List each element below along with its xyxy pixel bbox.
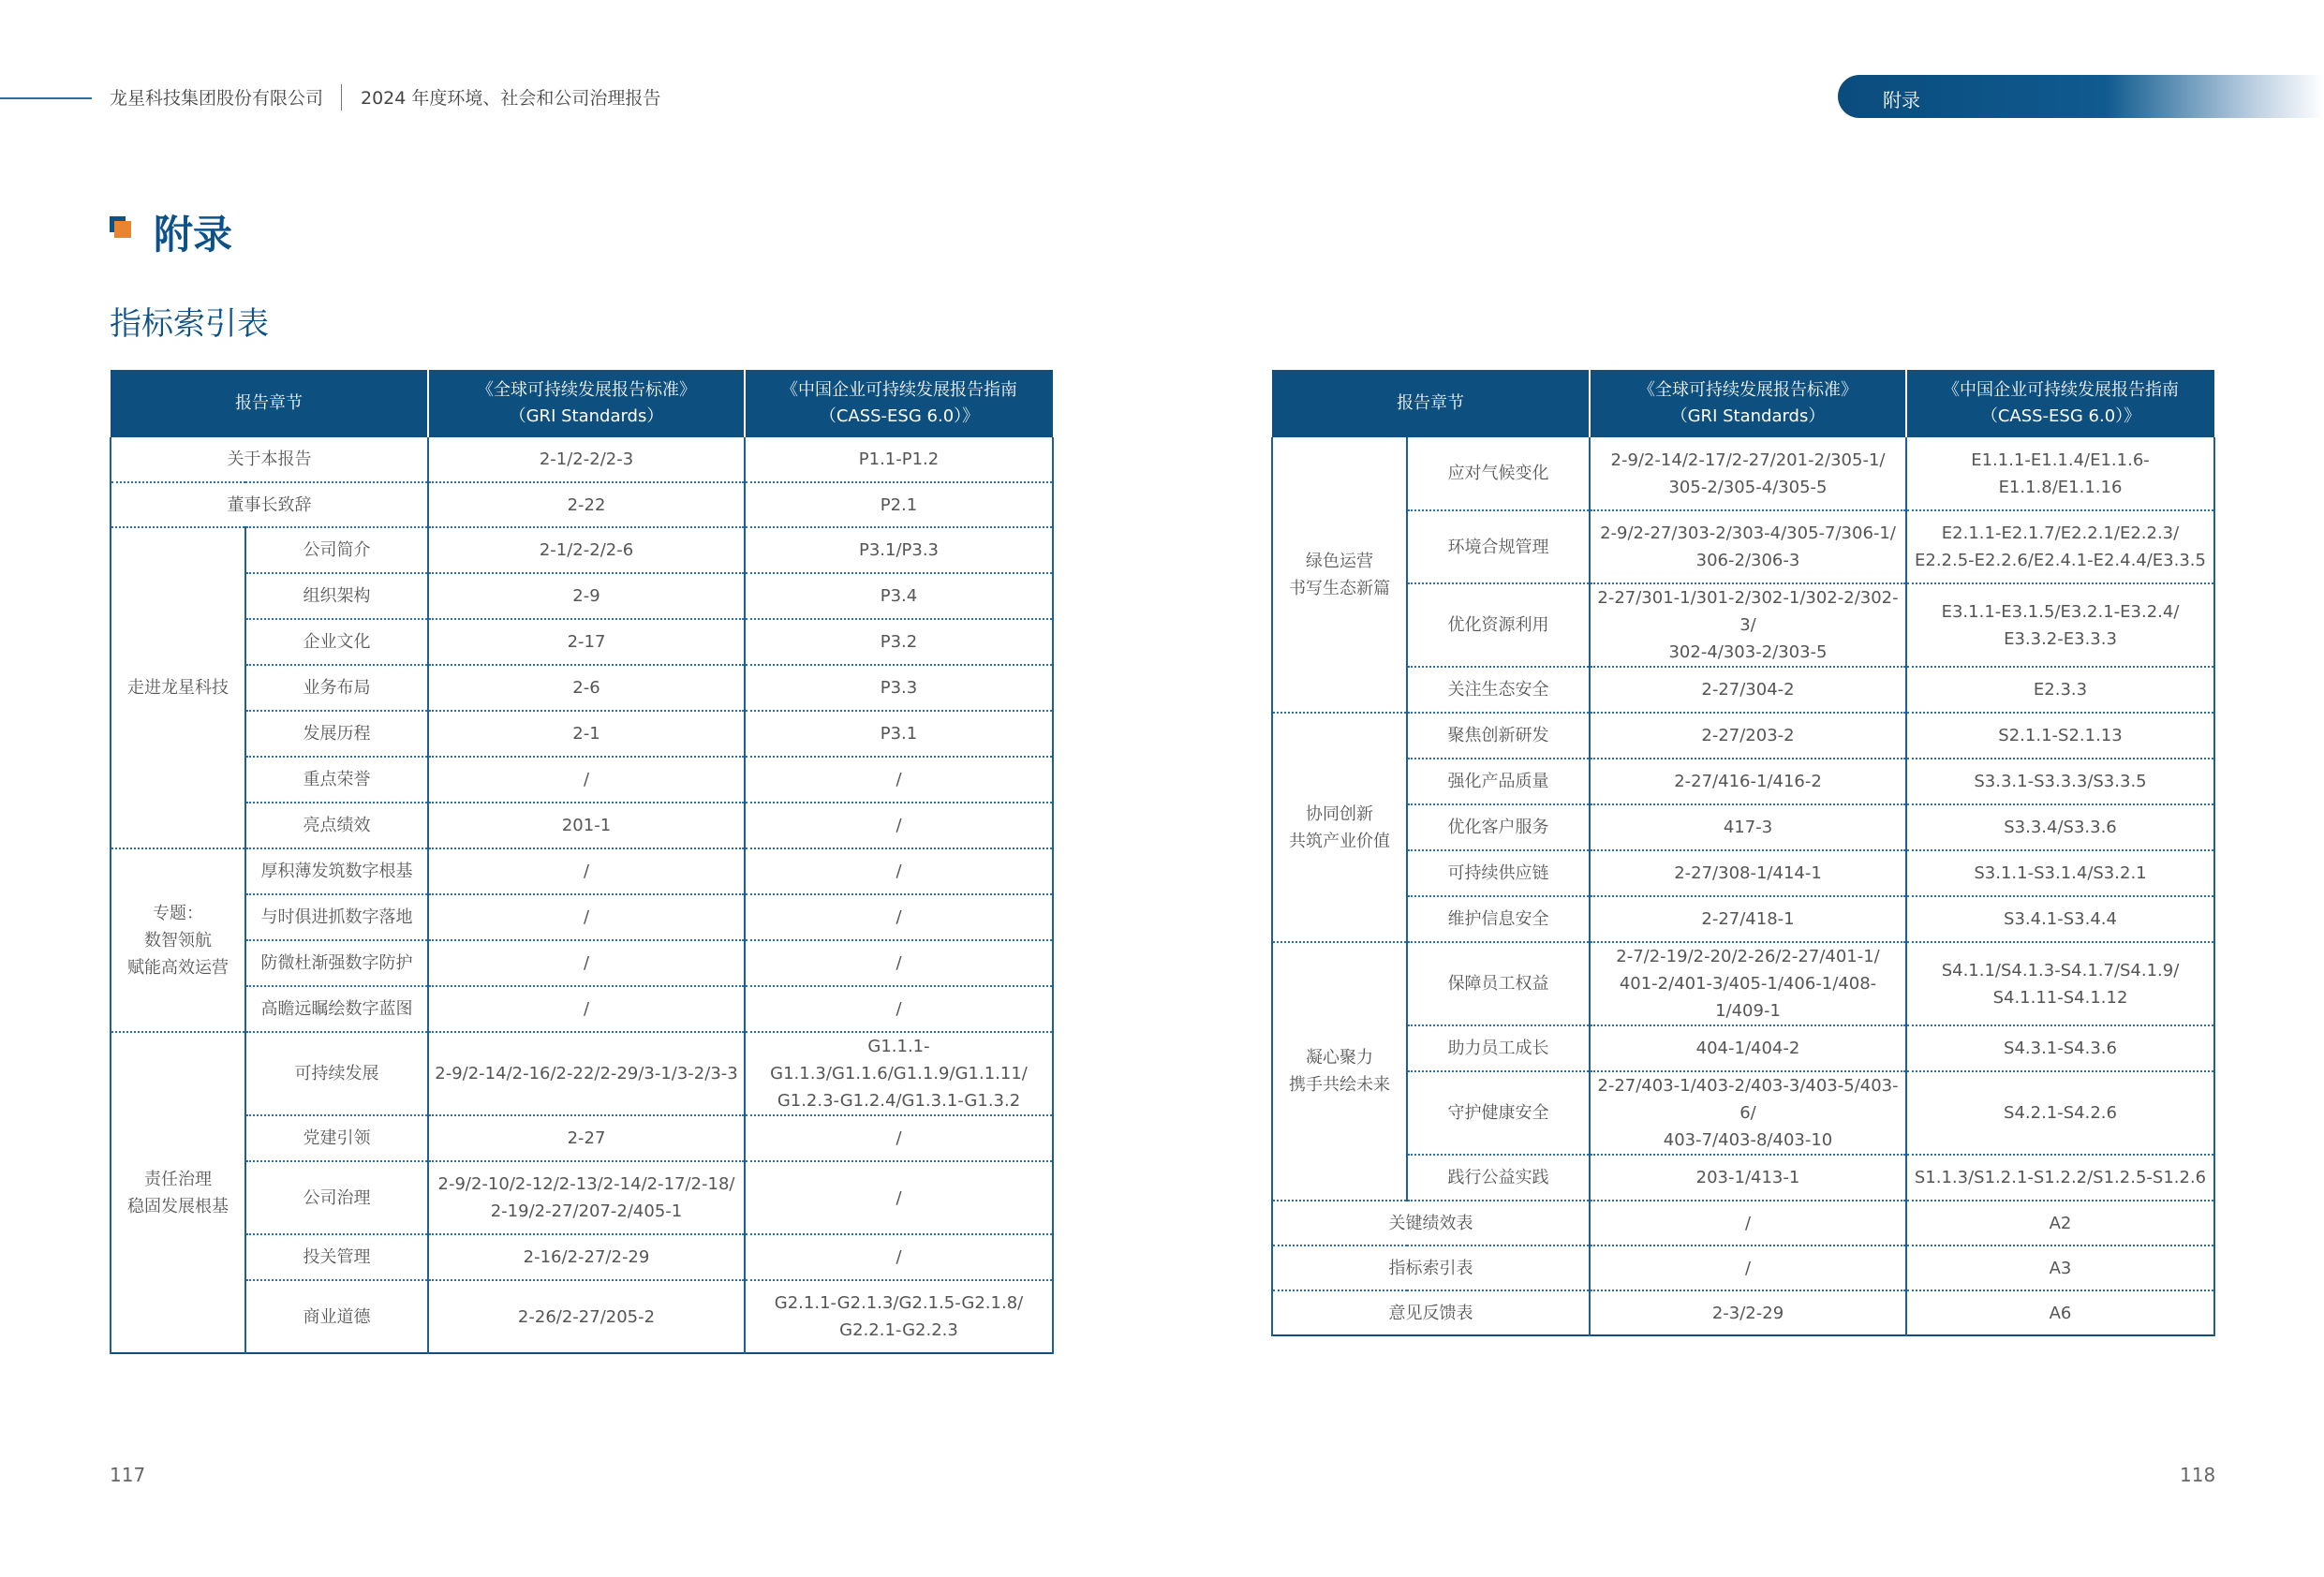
cass-cell: / [745, 803, 1053, 848]
table-row [1272, 1155, 2214, 1201]
cass-cell: / [745, 1161, 1053, 1234]
gri-cell: 2-27/418-1 [1590, 896, 1906, 942]
index-table-left [110, 370, 1054, 1354]
gri-cell: 2-27/301-1/301-2/302-1/302-2/302-3/ 302-4/303-2/303-5 [1590, 583, 1906, 667]
header-separator [341, 84, 342, 111]
cass-cell: S3.3.1-S3.3.3/S3.3.5 [1906, 759, 2214, 804]
table-row [111, 803, 1053, 848]
subsection-cell: 守护健康安全 [1407, 1071, 1590, 1155]
gri-cell: 2-27/403-1/403-2/403-3/403-5/403-6/ 403-7/403-8/403-10 [1590, 1071, 1906, 1155]
cass-cell: P3.1 [745, 711, 1053, 757]
subsection-cell: 强化产品质量 [1407, 759, 1590, 804]
gri-cell: 2-9 [428, 573, 745, 619]
gri-cell: 404-1/404-2 [1590, 1025, 1906, 1071]
subsection-cell: 与时俱进抓数字落地 [245, 894, 428, 940]
cass-cell: A2 [1906, 1201, 2214, 1245]
gri-cell: 2-1/2-2/2-3 [428, 437, 745, 482]
cass-cell: S4.3.1-S4.3.6 [1906, 1025, 2214, 1071]
section-cell: 责任治理 稳固发展根基 [111, 1032, 245, 1353]
cass-cell: S3.4.1-S3.4.4 [1906, 896, 2214, 942]
subsection-cell: 可持续供应链 [1407, 850, 1590, 896]
title-square-accent-icon [114, 221, 131, 238]
table-row [111, 619, 1053, 665]
cass-cell: S1.1.3/S1.2.1-S1.2.2/S1.2.5-S1.2.6 [1906, 1155, 2214, 1201]
gri-cell: 2-9/2-10/2-12/2-13/2-14/2-17/2-18/ 2-19/2-27/207-2/405-1 [428, 1161, 745, 1234]
table-row [1272, 896, 2214, 942]
gri-cell: 2-17 [428, 619, 745, 665]
section-subtitle: 指标索引表 [110, 305, 269, 343]
table-row [1272, 583, 2214, 667]
cass-cell: G1.1.1-G1.1.3/G1.1.6/G1.1.9/G1.1.11/ G1.2.3-G1.2.4/G1.3.1-G1.3.2 [745, 1032, 1053, 1115]
gri-cell: 2-9/2-14/2-17/2-27/201-2/305-1/ 305-2/305-4/305-5 [1590, 437, 1906, 510]
header-cass: 《中国企业可持续发展报告指南 （CASS-ESG 6.0）》 [1906, 370, 2214, 437]
gri-cell: 2-27 [428, 1115, 745, 1161]
table-header-row [1272, 370, 2214, 437]
chapter-cell: 关键绩效表 [1272, 1201, 1590, 1245]
cass-cell: P3.3 [745, 665, 1053, 711]
cass-cell: P1.1-P1.2 [745, 437, 1053, 482]
table-row [111, 894, 1053, 940]
page-title: 附录 [154, 212, 233, 258]
table-row [111, 573, 1053, 619]
gri-cell: 2-1 [428, 711, 745, 757]
gri-cell: 2-1/2-2/2-6 [428, 527, 745, 573]
subsection-cell: 亮点绩效 [245, 803, 428, 848]
cass-cell: S4.1.1/S4.1.3-S4.1.7/S4.1.9/ S4.1.11-S4.1.12 [1906, 942, 2214, 1025]
subsection-cell: 可持续发展 [245, 1032, 428, 1115]
cass-cell: / [745, 1234, 1053, 1280]
section-tab-label: 附录 [1883, 89, 1920, 111]
header-cass: 《中国企业可持续发展报告指南 （CASS-ESG 6.0）》 [745, 370, 1053, 437]
chapter-cell: 董事长致辞 [111, 482, 428, 527]
table-row [111, 986, 1053, 1032]
gri-cell: / [428, 894, 745, 940]
report-name: 2024 年度环境、社会和公司治理报告 [361, 88, 661, 109]
table-row [1272, 1201, 2214, 1245]
cass-cell: E3.1.1-E3.1.5/E3.2.1-E3.2.4/ E3.3.2-E3.3.3 [1906, 583, 2214, 667]
subsection-cell: 业务布局 [245, 665, 428, 711]
table-row [111, 1234, 1053, 1280]
table-row [1272, 1290, 2214, 1335]
table-row [111, 757, 1053, 803]
subsection-cell: 践行公益实践 [1407, 1155, 1590, 1201]
header-gri: 《全球可持续发展报告标准》 （GRI Standards） [428, 370, 745, 437]
cass-cell: E1.1.1-E1.1.4/E1.1.6-E1.1.8/E1.1.16 [1906, 437, 2214, 510]
subsection-cell: 保障员工权益 [1407, 942, 1590, 1025]
cass-cell: S3.3.4/S3.3.6 [1906, 804, 2214, 850]
gri-cell: 2-7/2-19/2-20/2-26/2-27/401-1/ 401-2/401-3/405-1/406-1/408-1/409-1 [1590, 942, 1906, 1025]
header-rule [0, 97, 92, 99]
company-name: 龙星科技集团股份有限公司 [110, 88, 324, 109]
cass-cell: P2.1 [745, 482, 1053, 527]
section-cell: 走进龙星科技 [111, 527, 245, 848]
subsection-cell: 公司治理 [245, 1161, 428, 1234]
table-row [1272, 510, 2214, 583]
page-number-right: 118 [2180, 1464, 2216, 1486]
cass-cell: / [745, 894, 1053, 940]
subsection-cell: 党建引领 [245, 1115, 428, 1161]
gri-cell: 417-3 [1590, 804, 1906, 850]
subsection-cell: 环境合规管理 [1407, 510, 1590, 583]
cass-cell: / [745, 848, 1053, 894]
gri-cell: 201-1 [428, 803, 745, 848]
section-tab[interactable] [1838, 75, 2324, 118]
gri-cell: 2-22 [428, 482, 745, 527]
table-row [111, 1280, 1053, 1353]
subsection-cell: 高瞻远瞩绘数字蓝图 [245, 986, 428, 1032]
cass-cell: / [745, 940, 1053, 986]
gri-cell: / [428, 940, 745, 986]
header-chapter: 报告章节 [111, 370, 428, 437]
table-row [111, 665, 1053, 711]
cass-cell: / [745, 1115, 1053, 1161]
cass-cell: S4.2.1-S4.2.6 [1906, 1071, 2214, 1155]
table-row [1272, 804, 2214, 850]
gri-cell: / [1590, 1201, 1906, 1245]
cass-cell: S3.1.1-S3.1.4/S3.2.1 [1906, 850, 2214, 896]
table-row [1272, 1025, 2214, 1071]
gri-cell: 2-27/308-1/414-1 [1590, 850, 1906, 896]
table-row [111, 527, 1053, 573]
cass-cell: / [745, 986, 1053, 1032]
subsection-cell: 防微杜渐强数字防护 [245, 940, 428, 986]
cass-cell: / [745, 757, 1053, 803]
page-number-left: 117 [110, 1464, 146, 1486]
chapter-cell: 指标索引表 [1272, 1245, 1590, 1290]
table-row [111, 711, 1053, 757]
gri-cell: / [428, 848, 745, 894]
chapter-cell: 关于本报告 [111, 437, 428, 482]
cass-cell: P3.4 [745, 573, 1053, 619]
table-row [111, 1032, 1053, 1115]
subsection-cell: 助力员工成长 [1407, 1025, 1590, 1071]
gri-cell: / [428, 986, 745, 1032]
subsection-cell: 公司简介 [245, 527, 428, 573]
subsection-cell: 发展历程 [245, 711, 428, 757]
gri-cell: 2-26/2-27/205-2 [428, 1280, 745, 1353]
subsection-cell: 优化资源利用 [1407, 583, 1590, 667]
subsection-cell: 企业文化 [245, 619, 428, 665]
header-gri: 《全球可持续发展报告标准》 （GRI Standards） [1590, 370, 1906, 437]
cass-cell: A6 [1906, 1290, 2214, 1335]
gri-cell: 2-27/203-2 [1590, 713, 1906, 759]
table-row [1272, 850, 2214, 896]
table-row [111, 1161, 1053, 1234]
cass-cell: E2.3.3 [1906, 667, 2214, 713]
cass-cell: P3.1/P3.3 [745, 527, 1053, 573]
subsection-cell: 商业道德 [245, 1280, 428, 1353]
subsection-cell: 优化客户服务 [1407, 804, 1590, 850]
subsection-cell: 应对气候变化 [1407, 437, 1590, 510]
table-header-row [111, 370, 1053, 437]
subsection-cell: 聚焦创新研发 [1407, 713, 1590, 759]
gri-cell: 2-3/2-29 [1590, 1290, 1906, 1335]
section-cell: 专题： 数智领航 赋能高效运营 [111, 848, 245, 1032]
subsection-cell: 重点荣誉 [245, 757, 428, 803]
table-row [111, 848, 1053, 894]
table-row [1272, 942, 2214, 1025]
subsection-cell: 维护信息安全 [1407, 896, 1590, 942]
cass-cell: G2.1.1-G2.1.3/G2.1.5-G2.1.8/ G2.2.1-G2.2.3 [745, 1280, 1053, 1353]
gri-cell: 2-6 [428, 665, 745, 711]
table-row [111, 482, 1053, 527]
header-chapter: 报告章节 [1272, 370, 1590, 437]
gri-cell: 203-1/413-1 [1590, 1155, 1906, 1201]
gri-cell: / [428, 757, 745, 803]
gri-cell: 2-16/2-27/2-29 [428, 1234, 745, 1280]
index-table-right [1271, 370, 2215, 1336]
subsection-cell: 厚积薄发筑数字根基 [245, 848, 428, 894]
gri-cell: 2-9/2-14/2-16/2-22/2-29/3-1/3-2/3-3 [428, 1032, 745, 1115]
subsection-cell: 关注生态安全 [1407, 667, 1590, 713]
gri-cell: / [1590, 1245, 1906, 1290]
cass-cell: A3 [1906, 1245, 2214, 1290]
table-row [1272, 759, 2214, 804]
table-row [1272, 1245, 2214, 1290]
table-row [1272, 667, 2214, 713]
cass-cell: E2.1.1-E2.1.7/E2.2.1/E2.2.3/ E2.2.5-E2.2.6/E2.4.1-E2.4.4/E3.3.5 [1906, 510, 2214, 583]
table-row [111, 1115, 1053, 1161]
chapter-cell: 意见反馈表 [1272, 1290, 1590, 1335]
table-row [111, 940, 1053, 986]
table-row [111, 437, 1053, 482]
gri-cell: 2-9/2-27/303-2/303-4/305-7/306-1/ 306-2/306-3 [1590, 510, 1906, 583]
cass-cell: S2.1.1-S2.1.13 [1906, 713, 2214, 759]
subsection-cell: 组织架构 [245, 573, 428, 619]
subsection-cell: 投关管理 [245, 1234, 428, 1280]
section-cell: 绿色运营 书写生态新篇 [1272, 437, 1407, 713]
cass-cell: P3.2 [745, 619, 1053, 665]
table-row [1272, 437, 2214, 510]
gri-cell: 2-27/416-1/416-2 [1590, 759, 1906, 804]
gri-cell: 2-27/304-2 [1590, 667, 1906, 713]
section-cell: 凝心聚力 携手共绘未来 [1272, 942, 1407, 1201]
section-cell: 协同创新 共筑产业价值 [1272, 713, 1407, 942]
table-row [1272, 713, 2214, 759]
table-row [1272, 1071, 2214, 1155]
